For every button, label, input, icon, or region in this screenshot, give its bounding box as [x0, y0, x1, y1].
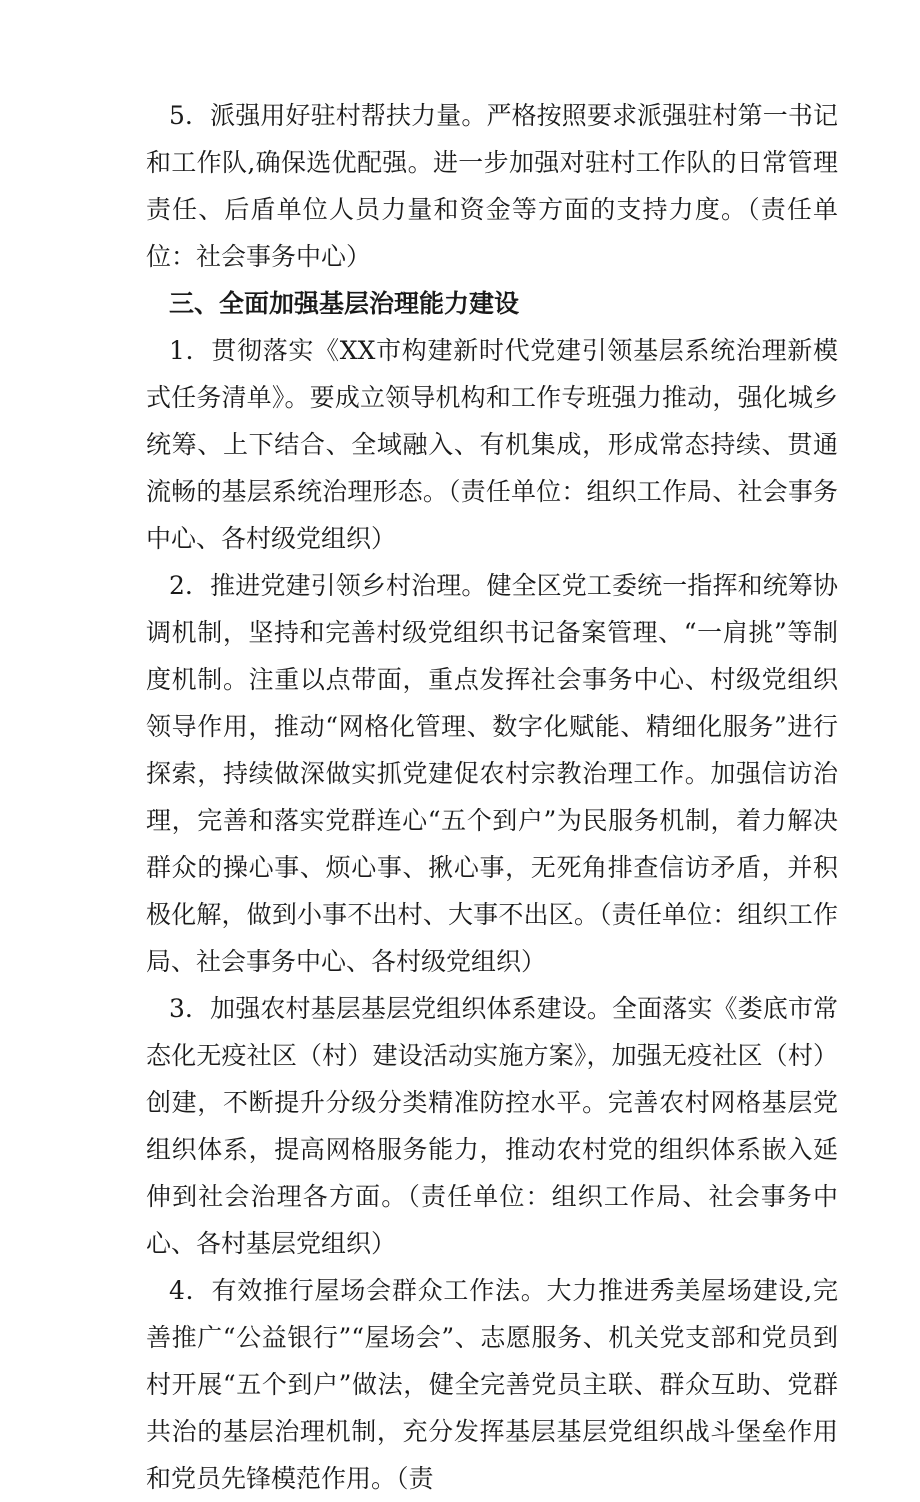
- paragraph-item-4: 4．有效推行屋场会群众工作法。大力推进秀美屋场建设,完善推广“公益银行”“屋场会”、志愿服务、机关党支部和党员到村开展“五个到户”做法，健全完善党员主联、群众互助、党群共治的基层治理机制，充分发挥基层基层党组织战斗堡垒作用和党员先锋模范作用。（责: [146, 1276, 838, 1493]
- document-body: [146, 92, 838, 1502]
- section-heading-3: 三、全面加强基层治理能力建设: [169, 289, 520, 318]
- paragraph-item-3: 3．加强农村基层基层党组织体系建设。全面落实《娄底市常态化无疫社区（村）建设活动实施方案》，加强无疫社区（村）创建，不断提升分级分类精准防控水平。完善农村网格基层党组织体系，提高网格服务能力，推动农村党的组织体系嵌入延伸到社会治理各方面。（责任单位：组织工作局、社会事务中心、各村基层党组织）: [146, 994, 838, 1258]
- paragraph-item-2: 2．推进党建引领乡村治理。健全区党工委统一指挥和统筹协调机制，坚持和完善村级党组织书记备案管理、“一肩挑”等制度机制。注重以点带面，重点发挥社会事务中心、村级党组织领导作用，推动“网格化管理、数字化赋能、精细化服务”进行探索，持续做深做实抓党建促农村宗教治理工作。加强信访治理，完善和落实党群连心“五个到户”为民服务机制，着力解决群众的操心事、烦心事、揪心事，无死角排查信访矛盾，并积极化解，做到小事不出村、大事不出区。（责任单位：组织工作局、社会事务中心、各村级党组织）: [146, 571, 838, 976]
- paragraph-item-1: 1．贯彻落实《XX市构建新时代党建引领基层系统治理新模式任务清单》。要成立领导机构和工作专班强力推动，强化城乡统筹、上下结合、全域融入、有机集成，形成常态持续、贯通流畅的基层系统治理形态。（责任单位：组织工作局、社会事务中心、各村级党组织）: [146, 336, 838, 553]
- paragraph-item-5: 5．派强用好驻村帮扶力量。严格按照要求派强驻村第一书记和工作队,确保选优配强。进一步加强对驻村工作队的日常管理责任、后盾单位人员力量和资金等方面的支持力度。（责任单位：社会事务中心）: [146, 101, 838, 271]
